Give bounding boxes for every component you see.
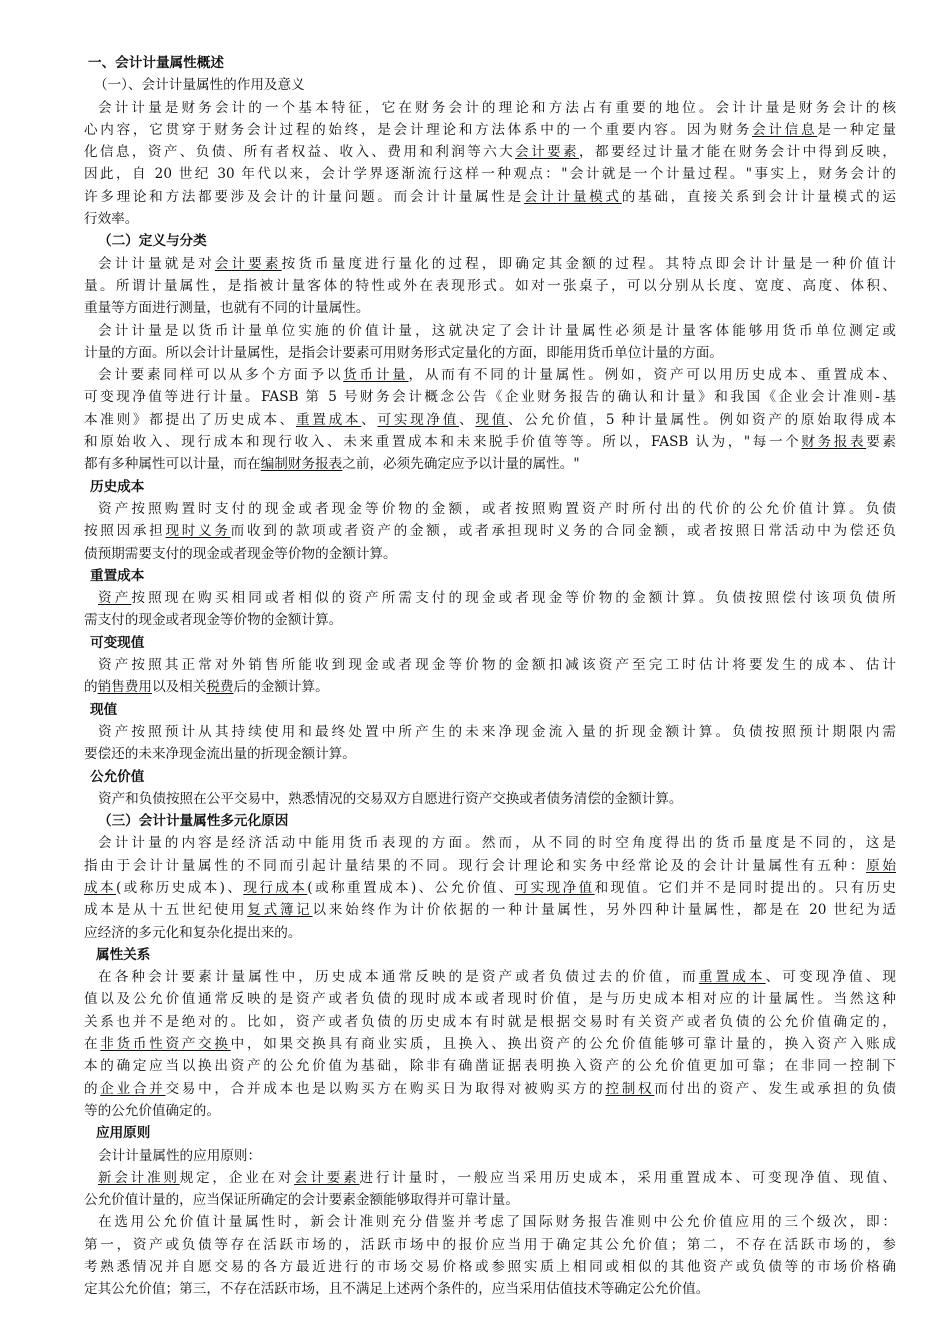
text-line: [84, 163, 896, 185]
section-heading: [84, 230, 896, 252]
text-line: [84, 1167, 896, 1189]
text-run: 可变现值: [90, 634, 145, 651]
text-run: 的基础，直接关系到会计计量模式的运: [621, 188, 896, 205]
text-run: 而付出的资产、发生或承担的负债: [654, 1080, 896, 1097]
text-run: 交易中，合并成本也是以购买方在购买日为取得对被购买方的: [165, 1080, 606, 1097]
text-run: 会计计量是财务会计的一个基本特征，它在财务会计的理论和方法占有重要的地位。会计计量是财务会计的核: [98, 99, 896, 116]
text-run: 本的确定应当以换出资产的公允价值为基础，除非有确凿证据表明换入资产的公允价值更加可靠；在非同一控制下: [84, 1058, 896, 1075]
text-run: 而收到的款项或者资产的金额，或者承担现时义务的合同金额，或者按照日常活动中为偿还负: [230, 523, 896, 540]
text-run: ，都要经过计量才能在财务会计中得到反映，: [579, 144, 896, 161]
text-run: 因此，自 20 世纪 30 年代以来，会计学界逐渐流行这样一种观点："会计就是一个计量过程。"事实上，财务会计的: [84, 166, 896, 183]
text-run: 和原始收入、现行成本和现行收入、未来重置成本和未来脱手价值等等。所以，FASB 认为，"每一个: [84, 434, 802, 451]
text-run: 属性关系: [96, 946, 151, 963]
text-run: 、: [459, 411, 476, 428]
underlined-term: 非货币性资产交换: [100, 1036, 231, 1053]
underlined-term: 控制权: [605, 1080, 655, 1097]
text-run: 心内容，它贯穿于财务会计过程的始终，是会计理论和方法体系中的一个重要内容。因为财务: [84, 121, 753, 138]
text-run: 资产按照其正常对外销售所能收到现金或者现金等价物的金额扣减该资产至完工时估计将要发生的成本、估计: [98, 657, 896, 674]
text-run: 重置成本: [90, 567, 145, 584]
text-run: 按照因承担: [84, 523, 166, 540]
document-body: [84, 52, 896, 1301]
text-run: 之前，必须先确定应予以计量的属性。": [342, 456, 580, 473]
text-run: （一）、会计计量属性的作用及意义: [94, 77, 305, 94]
underlined-term: 会计信息: [752, 121, 818, 138]
text-run: 债预期需要支付的现金或者现金等价物的金额计算。: [84, 545, 397, 562]
text-line: [84, 74, 896, 96]
text-run: 行效率。: [84, 211, 139, 228]
text-run: 指由于会计计量属性的不同而引起计量结果的不同。现行会计理论和实务中经常论及的会计计量属性有五种：: [84, 857, 867, 874]
underlined-term: 会计要素: [294, 1169, 360, 1186]
text-line: [84, 1011, 896, 1033]
text-run: 、可变现净值、现: [765, 969, 896, 986]
text-run: (或称历史成本)、: [115, 879, 244, 896]
text-line: [84, 386, 896, 408]
text-line: [84, 832, 896, 854]
text-run: 关系也并不是绝对的。比如，资产或者负债的历史成本有时就是根据交易时有关资产或者负债的公允价值确定的，: [84, 1013, 896, 1030]
text-run: 和现值。它们并不是同时提出的。只有历史: [594, 879, 896, 896]
text-run: 成本是从十五世纪使用: [84, 902, 248, 919]
text-run: 公允价值计量的，应当保证所确定的会计要素金额能够取得并可靠计量。: [84, 1192, 519, 1209]
text-run: 、公允价值，5 种计量属性。例如资产的原始取得成本: [508, 411, 896, 428]
text-line: [84, 877, 896, 899]
text-run: 资产按照预计从其持续使用和最终处置中所产生的未来净现金流入量的折现金额计算。负债按照预计期限内需: [98, 723, 896, 740]
text-line: [84, 966, 896, 988]
section-heading: [84, 52, 896, 74]
text-run: 需支付的现金或者现金等价物的金额计算。: [84, 612, 343, 629]
text-run: 计量的方面。所以会计计量属性，是指会计要素可用财务形式定量化的方面，即能用货币单位计量的方面。: [84, 344, 723, 361]
text-line: [84, 1100, 896, 1122]
text-line: [84, 743, 896, 765]
section-heading: [84, 810, 896, 832]
text-line: [84, 453, 896, 475]
underlined-term: 可实现净值: [514, 879, 595, 896]
text-run: 等的公允价值确定的。: [84, 1102, 220, 1119]
underlined-term: 资产: [98, 590, 132, 607]
text-run: 会计计量的内容是经济活动中能用货币表现的方面。然而，从不同的时空角度得出的货币量度是不同的，这是: [98, 835, 896, 852]
text-run: 第一，资产或负债等存在活跃市场的，活跃市场中的报价应当用于确定其公允价值；第二，不存在活跃市场的，参: [84, 1236, 896, 1253]
text-run: 的: [84, 1080, 101, 1097]
section-heading: [84, 565, 896, 587]
text-run: 会计要素同样可以从多个方面予以: [98, 367, 344, 384]
text-run: 量。所谓计量属性，是指被计量客体的特性或外在表现形式。如对一张桌子，可以分别从长度、宽度、高度、体积、: [84, 277, 896, 294]
text-run: 中，如果交换具有商业实质，且换入、换出资产的公允价值能够可靠计量的，换入资产入账成: [230, 1036, 896, 1053]
text-run: 要偿还的未来净现金流出量的折现金额计算。: [84, 746, 356, 763]
text-line: [84, 543, 896, 565]
text-run: 考熟悉情况并自愿交易的各方最近进行的市场交易价格或参照实质上相同或相似的其他资产或负债等的市场价格确: [84, 1259, 896, 1276]
text-line: [84, 899, 896, 921]
text-run: 会计计量就是对: [98, 255, 215, 272]
text-run: 公允价值: [90, 768, 145, 785]
text-run: 在选用公允价值计量属性时，新会计准则充分借鉴并考虑了国际财务报告准则中公允价值应用的三个级次，即：: [98, 1214, 896, 1231]
text-run: 资产和负债按照在公平交易中，熟悉情况的交易双方自愿进行资产交换或者债务清偿的金额计算。: [98, 790, 683, 807]
text-line: [84, 587, 896, 609]
underlined-term: 复式簿记: [247, 902, 313, 919]
underlined-term: 重置成本: [296, 411, 362, 428]
text-run: 是一种定量: [817, 121, 896, 138]
text-run: 会计计量属性的应用原则：: [98, 1147, 262, 1164]
section-heading: [84, 699, 896, 721]
underlined-term: 会计计量模式: [523, 188, 622, 205]
text-run: 进行计量时，一般应当采用历史成本，采用重置成本、可变现净值、现值、: [359, 1169, 896, 1186]
text-line: [84, 275, 896, 297]
text-run: 会计计量是以货币计量单位实施的价值计量，这就决定了会计计量属性必须是计量客体能够用货币单位测定或: [98, 322, 896, 339]
text-line: [84, 1078, 896, 1100]
text-run: 重量等方面进行测量，也就有不同的计量属性。: [84, 300, 370, 317]
text-line: [84, 855, 896, 877]
underlined-term: 可实现净值: [377, 411, 460, 428]
text-run: 一、会计计量属性概述: [88, 55, 224, 71]
text-line: [84, 97, 896, 119]
underlined-term: 成本: [84, 879, 116, 896]
text-line: [84, 1278, 896, 1300]
text-run: （三）会计计量属性多元化原因: [98, 813, 289, 830]
text-run: 按货币量度进行量化的过程，即确定其金额的过程。其特点即会计计量是一种价值计: [281, 255, 896, 272]
text-run: 按照现在购买相同或者相似的资产所需支付的现金或者现金等价物的金额计算。负债按照偿付该项负债所: [131, 590, 896, 607]
text-line: [84, 141, 896, 163]
text-run: 化信息，资产、负债、所有者权益、收入、费用和利润等六大: [84, 144, 516, 161]
underlined-term: 新会计准则: [98, 1169, 180, 1186]
text-run: 许多理论和方法都要涉及会计的计量问题。而会计计量属性是: [84, 188, 524, 205]
text-run: 都有多种属性可以计量，而在: [84, 456, 261, 473]
underlined-term: 现行成本: [243, 879, 308, 896]
section-heading: [84, 476, 896, 498]
text-run: 可变现净值等进行计量。FASB 第 5 号财务会计概念公告《企业财务报告的确认和计量》和我国《企业会计准则-基: [84, 389, 896, 406]
text-run: 本准则》都提出了历史成本、: [84, 411, 296, 428]
text-run: 资产按照购置时支付的现金或者现金等价物的金额，或者按照购置资产时所付出的代价的公允价值计算。负债: [98, 500, 896, 517]
underlined-term: 会计要素: [214, 255, 282, 272]
underlined-term: 货币计量: [343, 367, 409, 384]
section-heading: [84, 944, 896, 966]
underlined-term: 现时义务: [165, 523, 231, 540]
text-line: [84, 676, 896, 698]
underlined-term: 税费: [206, 679, 234, 696]
section-heading: [84, 766, 896, 788]
text-run: 在: [84, 1036, 101, 1053]
underlined-term: 企业合并: [100, 1080, 166, 1097]
text-run: 规定，企业在对: [179, 1169, 295, 1186]
text-run: 的: [84, 679, 98, 696]
text-run: 要素: [866, 434, 896, 451]
text-line: [84, 654, 896, 676]
underlined-term: 财务报表: [801, 434, 867, 451]
text-line: [84, 1189, 896, 1211]
text-line: [84, 119, 896, 141]
text-line: [84, 342, 896, 364]
text-run: 在各种会计要素计量属性中，历史成本通常反映的是资产或者负债过去的价值，而: [98, 969, 699, 986]
text-run: 历史成本: [90, 478, 145, 495]
text-line: [84, 1033, 896, 1055]
underlined-term: 销售费用: [97, 679, 152, 696]
text-line: [84, 1145, 896, 1167]
text-line: [84, 409, 896, 431]
text-line: [84, 609, 896, 631]
text-run: ，从而有不同的计量属性。例如，资产可以用历史成本、重置成本、: [408, 367, 896, 384]
text-line: [84, 1055, 896, 1077]
text-line: [84, 1256, 896, 1278]
text-line: [84, 1234, 896, 1256]
text-run: 、: [361, 411, 378, 428]
text-line: [84, 520, 896, 542]
section-heading: [84, 632, 896, 654]
section-heading: [84, 1122, 896, 1144]
underlined-term: 编制财务报表: [260, 456, 343, 473]
text-line: [84, 320, 896, 342]
text-line: [84, 1211, 896, 1233]
text-run: 定其公允价值；第三，不存在活跃市场，且不满足上述两个条件的，应当采用估值技术等确定公允价值。: [84, 1281, 710, 1298]
underlined-term: 现值: [475, 411, 509, 428]
text-line: [84, 297, 896, 319]
text-line: [84, 498, 896, 520]
text-line: [84, 922, 896, 944]
text-run: 应经济的多元化和复杂化提出来的。: [84, 924, 302, 941]
text-run: (或称重置成本)、公允价值、: [307, 879, 515, 896]
text-run: 应用原则: [96, 1125, 151, 1142]
text-run: 后的金额计算。: [233, 679, 329, 696]
underlined-term: 重置成本: [698, 969, 766, 986]
text-run: 以及相关: [151, 679, 207, 696]
underlined-term: 原始: [866, 857, 896, 874]
text-line: [84, 988, 896, 1010]
text-run: 现值: [90, 701, 118, 718]
text-line: [84, 788, 896, 810]
text-run: 以来始终作为计价依据的一种计量属性，另外四种计量属性，都是在 20 世纪为适: [312, 902, 896, 919]
underlined-term: 会计要素: [515, 144, 580, 161]
text-line: [84, 208, 896, 230]
text-run: （二）定义与分类: [98, 233, 207, 250]
text-line: [84, 364, 896, 386]
text-line: [84, 721, 896, 743]
text-line: [84, 431, 896, 453]
text-line: [84, 186, 896, 208]
text-run: 值以及公允价值通常反映的是资产或者负债的现时成本或者现时价值，是与历史成本相对应的计量属性。当然这种: [84, 991, 896, 1008]
text-line: [84, 253, 896, 275]
